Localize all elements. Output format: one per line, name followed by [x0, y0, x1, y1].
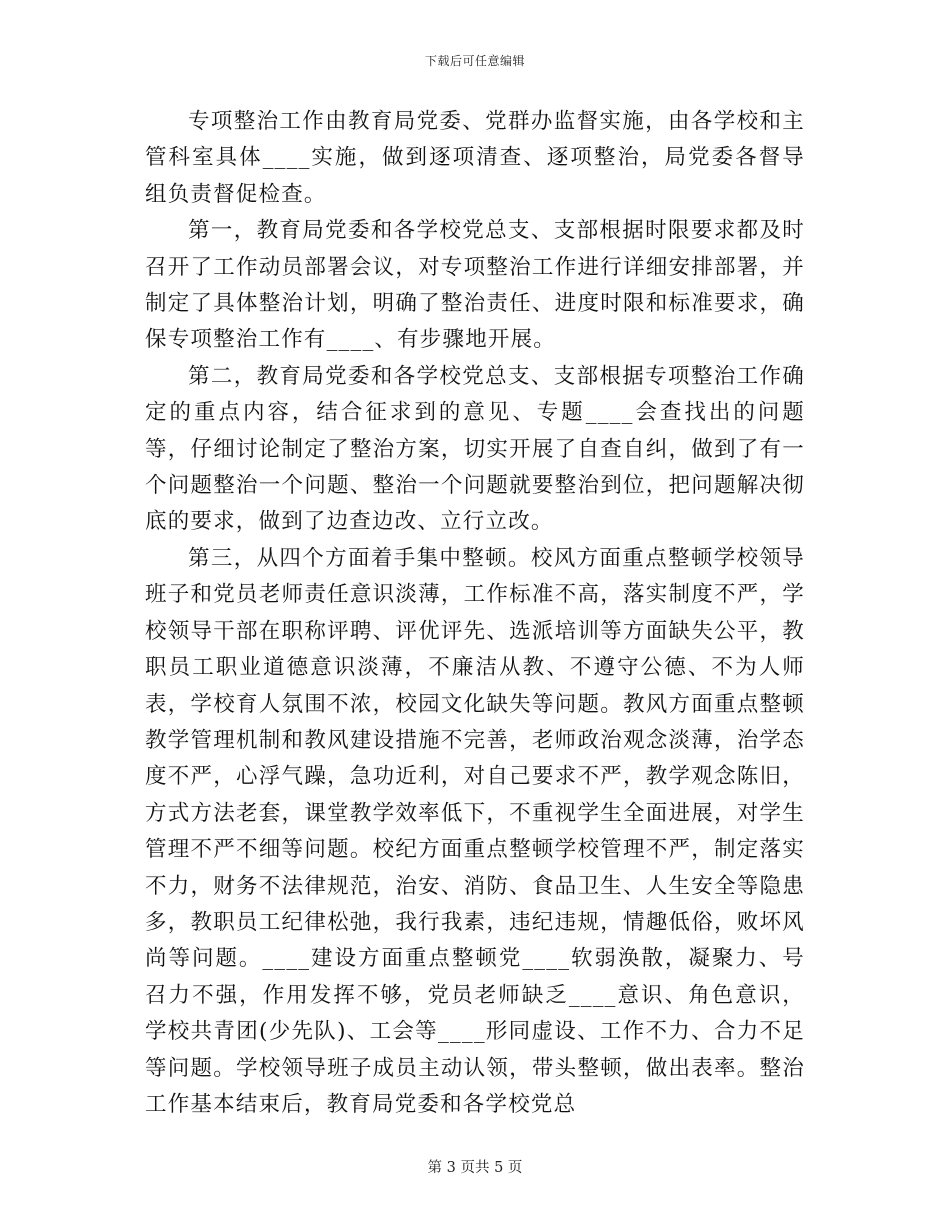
paragraph-2: 第一，教育局党委和各学校党总支、支部根据时限要求都及时召开了工作动员部署会议，对专项整治工作进行详细安排部署，并制定了具体整治计划，明确了整治责任、进度时限和标准要求，确保专项整治工作有____、有步骤地开展。	[145, 218, 805, 353]
paragraph-4: 第三，从四个方面着手集中整顿。校风方面重点整顿学校领导班子和党员老师责任意识淡薄，工作标准不高，落实制度不严，学校领导干部在职称评聘、评优评先、选派培训等方面缺失公平，教职员工职业道德意识淡薄，不廉洁从教、不遵守公德、不为人师表，学校育人氛围不浓，校园文化缺失等问题。教风方面重点整顿教学管理机制和教风建设措施不完善，老师政治观念淡薄，治学态度不严，心浮气躁，急功近利，对自己要求不严，教学观念陈旧，方式方法老套，课堂教学效率低下，不重视学生全面进展，对学生管理不严不细等问题。校纪方面重点整顿学校管理不严，制定落实不力，财务不法律规范，治安、消防、食品卫生、人生安全等隐患多，教职员工纪律松弛，我行我素，违纪违规，情趣低俗，败坏风尚等问题。____建设方面重点整顿党____软弱涣散，凝聚力、号召力不强，作用发挥不够，党员老师缺乏____意识、角色意识，学校共青团(少先队)、工会等____形同虚设、工作不力、合力不足等问题。学校领导班子成员主动认领，带头整顿，做出表率。整治工作基本结束后，教育局党委和各学校党总	[145, 545, 805, 1117]
page-footer: 第 3 页共 5 页	[427, 1160, 523, 1176]
document-body	[145, 104, 805, 1123]
paragraph-3: 第二，教育局党委和各学校党总支、支部根据专项整治工作确定的重点内容，结合征求到的意见、专题____会查找出的问题等，仔细讨论制定了整治方案，切实开展了自查自纠，做到了有一个问题整治一个问题、整治一个问题就要整治到位，把问题解决彻底的要求，做到了边查边改、立行立改。	[145, 363, 805, 535]
paragraph-1: 专项整治工作由教育局党委、党群办监督实施，由各学校和主管科室具体____实施，做到逐项清查、逐项整治，局党委各督导组负责督促检查。	[145, 109, 805, 207]
page-header: 下载后可任意编辑	[424, 54, 525, 68]
